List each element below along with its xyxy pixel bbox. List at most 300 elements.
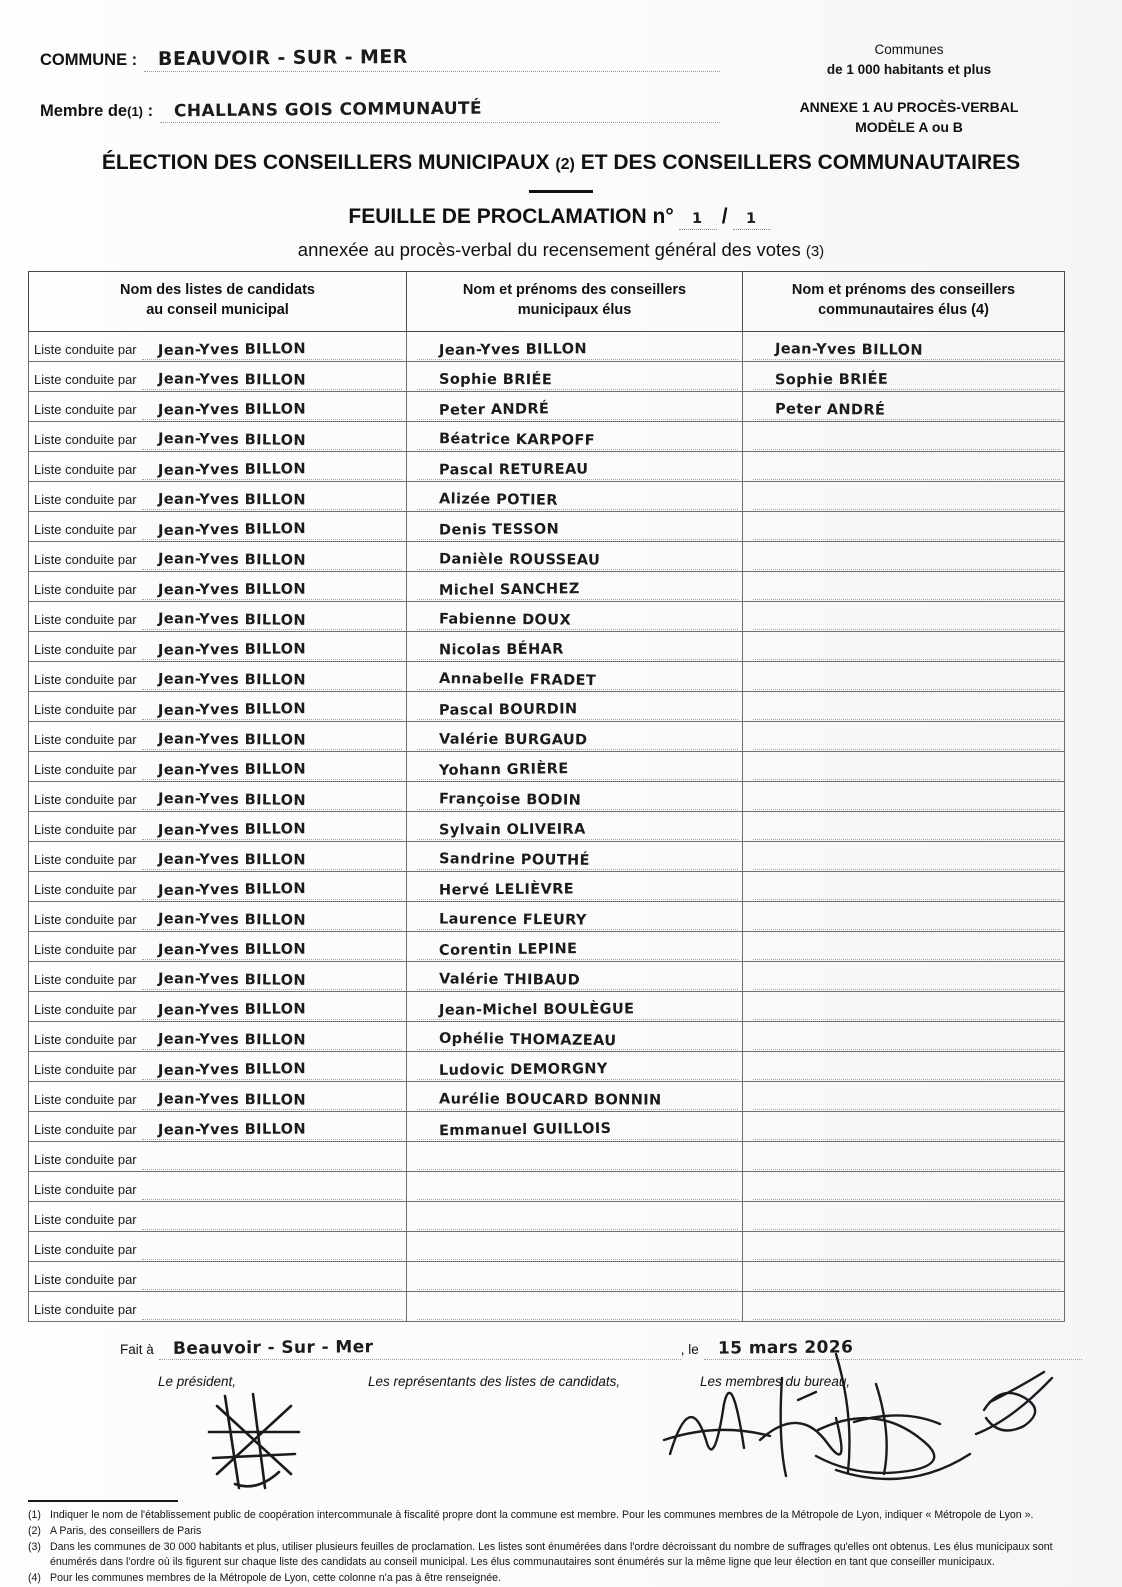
cell-communautaire[interactable] bbox=[743, 661, 1065, 691]
liste-input[interactable] bbox=[142, 396, 402, 420]
cell-liste[interactable] bbox=[29, 361, 407, 391]
liste-handwritten-value: Jean-Yves BILLON bbox=[157, 550, 306, 569]
municipal-handwritten-value: Emmanuel GUILLOIS bbox=[438, 1120, 612, 1139]
liste-input[interactable] bbox=[142, 516, 402, 540]
liste-conduite-label: Liste conduite par bbox=[34, 641, 137, 657]
table-header-row bbox=[29, 272, 1065, 331]
liste-input[interactable] bbox=[142, 1206, 402, 1230]
liste-input[interactable] bbox=[142, 876, 402, 900]
table-row bbox=[29, 1201, 1065, 1231]
cell-municipal[interactable] bbox=[407, 901, 743, 931]
table-row bbox=[29, 961, 1065, 991]
liste-conduite-label: Liste conduite par bbox=[34, 791, 137, 807]
liste-input[interactable] bbox=[142, 486, 402, 510]
municipal-input[interactable] bbox=[417, 816, 738, 840]
cell-liste[interactable] bbox=[29, 481, 407, 511]
cell-liste[interactable] bbox=[29, 511, 407, 541]
cell-municipal[interactable] bbox=[407, 391, 743, 421]
cell-municipal[interactable] bbox=[407, 541, 743, 571]
municipal-input[interactable] bbox=[417, 636, 738, 660]
table-row bbox=[29, 331, 1065, 361]
municipal-input[interactable] bbox=[417, 726, 738, 750]
municipal-input[interactable] bbox=[417, 1056, 738, 1080]
cell-communautaire[interactable] bbox=[743, 361, 1065, 391]
cell-communautaire[interactable] bbox=[743, 1171, 1065, 1201]
cell-municipal[interactable] bbox=[407, 481, 743, 511]
liste-conduite-label: Liste conduite par bbox=[34, 341, 137, 357]
communautaire-handwritten-value: Peter ANDRÉ bbox=[774, 400, 886, 419]
cell-communautaire[interactable] bbox=[743, 1201, 1065, 1231]
cell-liste[interactable] bbox=[29, 991, 407, 1021]
cell-municipal[interactable] bbox=[407, 1021, 743, 1051]
municipal-input[interactable] bbox=[417, 456, 738, 480]
liste-input[interactable] bbox=[142, 906, 402, 930]
municipal-handwritten-value: Fabienne DOUX bbox=[438, 610, 572, 629]
cell-liste[interactable] bbox=[29, 931, 407, 961]
main-title bbox=[0, 150, 1122, 177]
cell-communautaire[interactable] bbox=[743, 391, 1065, 421]
cell-communautaire[interactable] bbox=[743, 721, 1065, 751]
communautaire-input[interactable] bbox=[753, 456, 1060, 480]
table-row bbox=[29, 481, 1065, 511]
liste-conduite-label: Liste conduite par bbox=[34, 401, 137, 417]
table-row bbox=[29, 1141, 1065, 1171]
table-row bbox=[29, 901, 1065, 931]
liste-input[interactable] bbox=[142, 756, 402, 780]
col1-header-line2: au conseil municipal bbox=[146, 301, 289, 318]
communautaire-input[interactable] bbox=[753, 1026, 1060, 1050]
liste-input[interactable] bbox=[142, 1266, 402, 1290]
communautaire-input[interactable] bbox=[753, 396, 1060, 420]
cell-communautaire[interactable] bbox=[743, 541, 1065, 571]
cell-communautaire[interactable] bbox=[743, 931, 1065, 961]
liste-input[interactable] bbox=[142, 546, 402, 570]
cell-municipal[interactable] bbox=[407, 1051, 743, 1081]
municipal-input[interactable] bbox=[417, 516, 738, 540]
liste-input[interactable] bbox=[142, 606, 402, 630]
liste-input[interactable] bbox=[142, 1296, 402, 1320]
cell-communautaire[interactable] bbox=[743, 631, 1065, 661]
municipal-handwritten-value: Ophélie THOMAZEAU bbox=[438, 1030, 617, 1049]
municipal-input[interactable] bbox=[417, 786, 738, 810]
cell-municipal[interactable] bbox=[407, 751, 743, 781]
liste-input[interactable] bbox=[142, 1176, 402, 1200]
liste-input[interactable] bbox=[142, 336, 402, 360]
cell-communautaire[interactable] bbox=[743, 841, 1065, 871]
municipal-input[interactable] bbox=[417, 696, 738, 720]
cell-municipal[interactable] bbox=[407, 1291, 743, 1321]
liste-handwritten-value: Jean-Yves BILLON bbox=[157, 460, 306, 479]
cell-municipal[interactable] bbox=[407, 1141, 743, 1171]
cell-liste[interactable] bbox=[29, 1081, 407, 1111]
cell-liste[interactable] bbox=[29, 1201, 407, 1231]
table-row bbox=[29, 1111, 1065, 1141]
municipal-input[interactable] bbox=[417, 1176, 738, 1200]
cell-liste[interactable] bbox=[29, 541, 407, 571]
municipal-input[interactable] bbox=[417, 486, 738, 510]
cell-municipal[interactable] bbox=[407, 1171, 743, 1201]
municipal-input[interactable] bbox=[417, 756, 738, 780]
liste-conduite-label: Liste conduite par bbox=[34, 431, 137, 447]
cell-communautaire[interactable] bbox=[743, 871, 1065, 901]
liste-input[interactable] bbox=[142, 1116, 402, 1140]
cell-communautaire[interactable] bbox=[743, 691, 1065, 721]
communautaire-input[interactable] bbox=[753, 636, 1060, 660]
cell-liste[interactable] bbox=[29, 691, 407, 721]
liste-handwritten-value: Jean-Yves BILLON bbox=[157, 370, 306, 389]
table-row bbox=[29, 1081, 1065, 1111]
cell-liste[interactable] bbox=[29, 1051, 407, 1081]
cell-communautaire[interactable] bbox=[743, 1081, 1065, 1111]
cell-liste[interactable] bbox=[29, 961, 407, 991]
cell-municipal[interactable] bbox=[407, 811, 743, 841]
municipal-handwritten-value: Michel SANCHEZ bbox=[438, 580, 580, 599]
cell-liste[interactable] bbox=[29, 841, 407, 871]
municipal-handwritten-value: Laurence FLEURY bbox=[438, 910, 587, 929]
table-row bbox=[29, 781, 1065, 811]
liste-input[interactable] bbox=[142, 1026, 402, 1050]
fait-a-label: Fait à bbox=[120, 1341, 154, 1357]
communautaire-input[interactable] bbox=[753, 966, 1060, 990]
feuille-number-field[interactable] bbox=[679, 205, 717, 230]
liste-conduite-label: Liste conduite par bbox=[34, 731, 137, 747]
municipal-input[interactable] bbox=[417, 396, 738, 420]
cell-communautaire[interactable] bbox=[743, 781, 1065, 811]
cell-municipal[interactable] bbox=[407, 571, 743, 601]
liste-input[interactable] bbox=[142, 936, 402, 960]
communautaire-input[interactable] bbox=[753, 366, 1060, 390]
cell-municipal[interactable] bbox=[407, 1111, 743, 1141]
cell-liste[interactable] bbox=[29, 1231, 407, 1261]
column-header-communautaires bbox=[743, 272, 1065, 331]
communautaire-handwritten-value: Jean-Yves BILLON bbox=[774, 340, 924, 359]
liste-input[interactable] bbox=[142, 996, 402, 1020]
communautaire-input[interactable] bbox=[753, 906, 1060, 930]
column-header-municipaux bbox=[407, 272, 743, 331]
cell-communautaire[interactable] bbox=[743, 1051, 1065, 1081]
cell-communautaire[interactable] bbox=[743, 751, 1065, 781]
cell-liste[interactable] bbox=[29, 901, 407, 931]
cell-liste[interactable] bbox=[29, 1021, 407, 1051]
cell-municipal[interactable] bbox=[407, 1261, 743, 1291]
annexe-subtitle-note: (3) bbox=[805, 243, 825, 261]
municipal-input[interactable] bbox=[417, 906, 738, 930]
municipal-handwritten-value: Jean-Michel BOULÈGUE bbox=[438, 1000, 635, 1019]
liste-handwritten-value: Jean-Yves BILLON bbox=[157, 1060, 306, 1079]
liste-handwritten-value: Jean-Yves BILLON bbox=[157, 700, 306, 719]
liste-handwritten-value: Jean-Yves BILLON bbox=[157, 880, 306, 899]
header-right-block bbox=[744, 40, 1074, 138]
cell-liste[interactable] bbox=[29, 751, 407, 781]
commune-label: COMMUNE : bbox=[40, 51, 138, 69]
habitants-label: de 1 000 habitants et plus bbox=[826, 61, 992, 77]
municipal-input[interactable] bbox=[417, 606, 738, 630]
footnote-4 bbox=[28, 1571, 1088, 1586]
municipal-input[interactable] bbox=[417, 576, 738, 600]
communautaire-input[interactable] bbox=[753, 1236, 1060, 1260]
cell-municipal[interactable] bbox=[407, 721, 743, 751]
cell-liste[interactable] bbox=[29, 451, 407, 481]
cell-communautaire[interactable] bbox=[743, 901, 1065, 931]
table-row bbox=[29, 661, 1065, 691]
signature-president bbox=[195, 1388, 315, 1493]
cell-communautaire[interactable] bbox=[743, 1111, 1065, 1141]
communautaire-input[interactable] bbox=[753, 1206, 1060, 1230]
liste-input[interactable] bbox=[142, 666, 402, 690]
cell-municipal[interactable] bbox=[407, 421, 743, 451]
table-row bbox=[29, 541, 1065, 571]
communautaire-input[interactable] bbox=[753, 486, 1060, 510]
annexe-label: ANNEXE 1 AU PROCÈS-VERBAL bbox=[799, 99, 1019, 116]
cell-liste[interactable] bbox=[29, 871, 407, 901]
cell-municipal[interactable] bbox=[407, 991, 743, 1021]
footnote-1 bbox=[28, 1508, 1088, 1523]
cell-liste[interactable] bbox=[29, 571, 407, 601]
cell-communautaire[interactable] bbox=[743, 1291, 1065, 1321]
cell-communautaire[interactable] bbox=[743, 601, 1065, 631]
municipal-input[interactable] bbox=[417, 366, 738, 390]
cell-municipal[interactable] bbox=[407, 691, 743, 721]
communautaire-input[interactable] bbox=[753, 1056, 1060, 1080]
liste-conduite-label: Liste conduite par bbox=[34, 371, 137, 387]
membre-input[interactable] bbox=[160, 95, 720, 123]
title-divider bbox=[529, 190, 593, 194]
table-row bbox=[29, 361, 1065, 391]
communautaire-input[interactable] bbox=[753, 726, 1060, 750]
cell-municipal[interactable] bbox=[407, 631, 743, 661]
cell-communautaire[interactable] bbox=[743, 1231, 1065, 1261]
cell-communautaire[interactable] bbox=[743, 451, 1065, 481]
municipal-input[interactable] bbox=[417, 876, 738, 900]
cell-municipal[interactable] bbox=[407, 451, 743, 481]
cell-municipal[interactable] bbox=[407, 661, 743, 691]
cell-municipal[interactable] bbox=[407, 931, 743, 961]
liste-conduite-label: Liste conduite par bbox=[34, 851, 137, 867]
cell-communautaire[interactable] bbox=[743, 961, 1065, 991]
modele-label: MODÈLE A ou B bbox=[855, 119, 963, 136]
cell-municipal[interactable] bbox=[407, 1081, 743, 1111]
cell-liste[interactable] bbox=[29, 331, 407, 361]
municipal-input[interactable] bbox=[417, 1116, 738, 1140]
cell-municipal[interactable] bbox=[407, 1231, 743, 1261]
liste-conduite-label: Liste conduite par bbox=[34, 1061, 137, 1077]
liste-handwritten-value: Jean-Yves BILLON bbox=[157, 941, 306, 958]
cell-municipal[interactable] bbox=[407, 841, 743, 871]
table-container bbox=[0, 271, 1122, 1321]
communautaire-input[interactable] bbox=[753, 696, 1060, 720]
communautaire-input[interactable] bbox=[753, 426, 1060, 450]
liste-input[interactable] bbox=[142, 846, 402, 870]
communautaire-input[interactable] bbox=[753, 1296, 1060, 1320]
liste-input[interactable] bbox=[142, 1086, 402, 1110]
communautaire-input[interactable] bbox=[753, 576, 1060, 600]
cell-communautaire[interactable] bbox=[743, 1141, 1065, 1171]
municipal-input[interactable] bbox=[417, 1236, 738, 1260]
liste-conduite-label: Liste conduite par bbox=[34, 1211, 137, 1227]
communautaire-input[interactable] bbox=[753, 1266, 1060, 1290]
cell-communautaire[interactable] bbox=[743, 421, 1065, 451]
cell-liste[interactable] bbox=[29, 391, 407, 421]
table-row bbox=[29, 841, 1065, 871]
communautaire-input[interactable] bbox=[753, 876, 1060, 900]
liste-input[interactable] bbox=[142, 456, 402, 480]
liste-input[interactable] bbox=[142, 696, 402, 720]
footnote-3-text: Dans les communes de 30 000 habitants et plus, utiliser plusieurs feuilles de proclamation. Les listes sont énumérées dans l'ordre décroissant du nombre de suffrages qu'elles ont obtenus. Les élus municipaux sont énumérés dans l'ordre où ils figurent sur chaque liste des candidats au conseil municipal. Les élus communautaires sont énumérés sur la même ligne que leur élection en tant que conseiller municipaux. bbox=[50, 1540, 1053, 1568]
cell-communautaire[interactable] bbox=[743, 511, 1065, 541]
feuille-total-field[interactable] bbox=[733, 205, 771, 230]
communautaire-input[interactable] bbox=[753, 336, 1060, 360]
footnotes-divider bbox=[28, 1500, 178, 1502]
cell-municipal[interactable] bbox=[407, 361, 743, 391]
liste-conduite-label: Liste conduite par bbox=[34, 911, 137, 927]
table-row bbox=[29, 1021, 1065, 1051]
liste-input[interactable] bbox=[142, 726, 402, 750]
table-row bbox=[29, 871, 1065, 901]
communautaire-handwritten-value: Sophie BRIÉE bbox=[774, 371, 889, 388]
cell-liste[interactable] bbox=[29, 661, 407, 691]
communautaire-input[interactable] bbox=[753, 756, 1060, 780]
municipal-handwritten-value: Béatrice KARPOFF bbox=[438, 430, 596, 449]
cell-liste[interactable] bbox=[29, 601, 407, 631]
municipal-input[interactable] bbox=[417, 336, 738, 360]
cell-liste[interactable] bbox=[29, 1291, 407, 1321]
cell-liste[interactable] bbox=[29, 1111, 407, 1141]
liste-conduite-label: Liste conduite par bbox=[34, 941, 137, 957]
membre-label bbox=[40, 102, 153, 123]
cell-liste[interactable] bbox=[29, 781, 407, 811]
cell-municipal[interactable] bbox=[407, 1201, 743, 1231]
communautaire-input[interactable] bbox=[753, 1176, 1060, 1200]
liste-input[interactable] bbox=[142, 636, 402, 660]
cell-communautaire[interactable] bbox=[743, 811, 1065, 841]
communautaire-input[interactable] bbox=[753, 846, 1060, 870]
communautaire-input[interactable] bbox=[753, 1146, 1060, 1170]
cell-liste[interactable] bbox=[29, 631, 407, 661]
cell-municipal[interactable] bbox=[407, 601, 743, 631]
cell-municipal[interactable] bbox=[407, 871, 743, 901]
cell-liste[interactable] bbox=[29, 811, 407, 841]
communautaire-input[interactable] bbox=[753, 546, 1060, 570]
municipal-handwritten-value: Valérie THIBAUD bbox=[438, 970, 581, 989]
table-row bbox=[29, 1051, 1065, 1081]
municipal-input[interactable] bbox=[417, 846, 738, 870]
liste-conduite-label: Liste conduite par bbox=[34, 1001, 137, 1017]
cell-communautaire[interactable] bbox=[743, 1021, 1065, 1051]
cell-municipal[interactable] bbox=[407, 781, 743, 811]
cell-liste[interactable] bbox=[29, 1141, 407, 1171]
municipal-input[interactable] bbox=[417, 1086, 738, 1110]
col3-header-line2: communautaires élus (4) bbox=[818, 301, 989, 318]
liste-handwritten-value: Jean-Yves BILLON bbox=[157, 730, 306, 749]
communautaire-input[interactable] bbox=[753, 606, 1060, 630]
communautaire-input[interactable] bbox=[753, 666, 1060, 690]
liste-handwritten-value: Jean-Yves BILLON bbox=[157, 1030, 306, 1049]
liste-conduite-label: Liste conduite par bbox=[34, 761, 137, 777]
municipal-input[interactable] bbox=[417, 426, 738, 450]
liste-conduite-label: Liste conduite par bbox=[34, 1121, 137, 1137]
cell-liste[interactable] bbox=[29, 1171, 407, 1201]
cell-communautaire[interactable] bbox=[743, 1261, 1065, 1291]
commune-field-row bbox=[40, 38, 720, 72]
liste-input[interactable] bbox=[142, 426, 402, 450]
communautaire-input[interactable] bbox=[753, 936, 1060, 960]
liste-input[interactable] bbox=[142, 966, 402, 990]
municipal-handwritten-value: Sandrine POUTHÉ bbox=[438, 850, 591, 869]
liste-conduite-label: Liste conduite par bbox=[34, 701, 137, 717]
fait-a-place-input[interactable] bbox=[159, 1334, 681, 1360]
municipal-input[interactable] bbox=[417, 1266, 738, 1290]
municipal-input[interactable] bbox=[417, 1206, 738, 1230]
document-header bbox=[0, 0, 1122, 140]
communautaire-input[interactable] bbox=[753, 516, 1060, 540]
municipal-handwritten-value: Pascal BOURDIN bbox=[438, 700, 578, 719]
communautaire-input[interactable] bbox=[753, 1116, 1060, 1140]
municipal-input[interactable] bbox=[417, 966, 738, 990]
main-title-note: (2) bbox=[555, 156, 575, 173]
signature-row bbox=[0, 1374, 1122, 1494]
liste-input[interactable] bbox=[142, 1236, 402, 1260]
municipal-handwritten-value: Annabelle FRADET bbox=[438, 670, 597, 689]
footnote-1-text: Indiquer le nom de l'établissement public de coopération intercommunale à fiscalité propre dont la commune est membre. Pour les communes membres de la Métropole de Lyon, indiquer « Métropole de Lyon ». bbox=[50, 1508, 1034, 1521]
footnote-2 bbox=[28, 1524, 1088, 1539]
municipal-handwritten-value: Pascal RETUREAU bbox=[438, 461, 589, 478]
liste-conduite-label: Liste conduite par bbox=[34, 491, 137, 507]
cell-communautaire[interactable] bbox=[743, 991, 1065, 1021]
cell-communautaire[interactable] bbox=[743, 571, 1065, 601]
cell-liste[interactable] bbox=[29, 721, 407, 751]
municipal-input[interactable] bbox=[417, 936, 738, 960]
cell-municipal[interactable] bbox=[407, 511, 743, 541]
liste-input[interactable] bbox=[142, 366, 402, 390]
communautaire-input[interactable] bbox=[753, 1086, 1060, 1110]
table-row bbox=[29, 571, 1065, 601]
municipal-input[interactable] bbox=[417, 1026, 738, 1050]
communautaire-input[interactable] bbox=[753, 996, 1060, 1020]
municipal-input[interactable] bbox=[417, 1296, 738, 1320]
municipal-handwritten-value: Hervé LELIÈVRE bbox=[438, 880, 575, 899]
liste-handwritten-value: Jean-Yves BILLON bbox=[157, 760, 306, 779]
liste-handwritten-value: Jean-Yves BILLON bbox=[157, 340, 306, 359]
header-fields bbox=[40, 38, 720, 123]
signature-label-representants: Les représentants des listes de candidats, bbox=[368, 1373, 621, 1389]
cell-municipal[interactable] bbox=[407, 961, 743, 991]
cell-liste[interactable] bbox=[29, 1261, 407, 1291]
liste-input[interactable] bbox=[142, 816, 402, 840]
commune-input[interactable] bbox=[144, 44, 720, 72]
liste-input[interactable] bbox=[142, 576, 402, 600]
municipal-input[interactable] bbox=[417, 1146, 738, 1170]
municipal-input[interactable] bbox=[417, 666, 738, 690]
table-row bbox=[29, 721, 1065, 751]
liste-conduite-label: Liste conduite par bbox=[34, 1271, 137, 1287]
cell-municipal[interactable] bbox=[407, 331, 743, 361]
liste-input[interactable] bbox=[142, 1146, 402, 1170]
cell-communautaire[interactable] bbox=[743, 481, 1065, 511]
liste-conduite-label: Liste conduite par bbox=[34, 1301, 137, 1317]
municipal-handwritten-value: Danièle ROUSSEAU bbox=[438, 550, 601, 569]
liste-input[interactable] bbox=[142, 786, 402, 810]
liste-handwritten-value: Jean-Yves BILLON bbox=[157, 491, 306, 508]
communautaire-input[interactable] bbox=[753, 786, 1060, 810]
cell-communautaire[interactable] bbox=[743, 331, 1065, 361]
cell-liste[interactable] bbox=[29, 421, 407, 451]
liste-handwritten-value: Jean-Yves BILLON bbox=[157, 520, 306, 539]
communautaire-input[interactable] bbox=[753, 816, 1060, 840]
municipal-input[interactable] bbox=[417, 546, 738, 570]
municipal-input[interactable] bbox=[417, 996, 738, 1020]
footnotes bbox=[0, 1508, 1122, 1586]
liste-input[interactable] bbox=[142, 1056, 402, 1080]
